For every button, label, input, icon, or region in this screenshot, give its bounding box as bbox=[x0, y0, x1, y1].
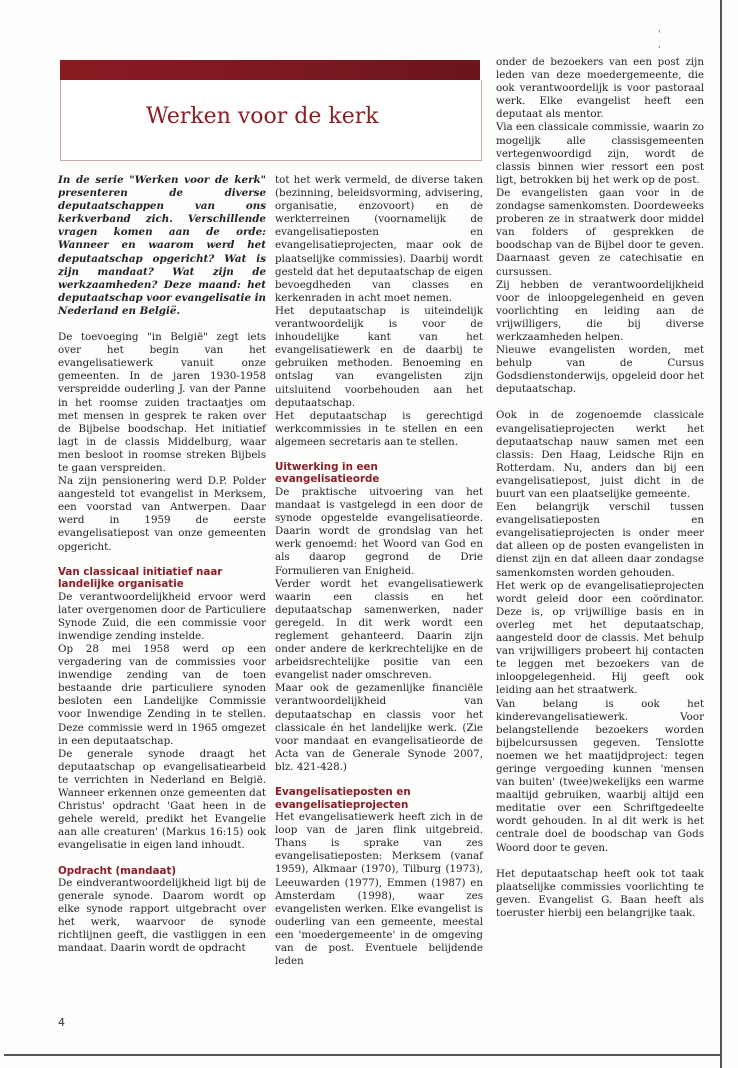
column-1 bbox=[58, 174, 266, 956]
page-edge-right bbox=[720, 0, 722, 1068]
paragraph: De evangelisten gaan voor in de zondagse samenkomsten. Doordeweeks proberen ze in straatwerk door middel van folders of gesprekken de boodschap van de Bijbel door te geven. Daarnaast geven ze catechisatie en cursussen. bbox=[496, 186, 704, 278]
paragraph: tot het werk vermeld, de diverse taken (bezinning, beleidsvorming, advisering, organisatie, enzovoort) en de werkterreinen (voornamelijk de evangelisatieposten en evangelisatieprojecten, maar ook de plaatselijke commissies). Daarbij wordt gesteld dat het deputaatschap de eigen bevoegdheden van classes en kerkenraden in acht moet nemen. bbox=[275, 174, 483, 304]
paragraph: De verantwoordelijkheid ervoor werd later overgenomen door de Particuliere Synode Zuid, die een commissie voor inwendige zending instelde. bbox=[58, 590, 266, 642]
title-banner bbox=[60, 60, 480, 80]
paragraph: De generale synode draagt het deputaatschap op evangelisatiearbeid te verrichten in Nederland en België. Wanneer erkennen onze gemeenten dat Christus' opdracht 'Gaat heen in de gehele wereld, predikt het Evangelie aan alle creaturen' (Markus 16:15) ook evangelisatie in eigen land inhoudt. bbox=[58, 747, 266, 852]
paragraph: Een belangrijk verschil tussen evangelisatieposten en evangelisatieprojecten is onder meer dat alleen op de posten evangelisten in dienst zijn en dat alleen daar zondagse samenkomsten worden gehouden. bbox=[496, 501, 704, 579]
page-number: 4 bbox=[58, 1016, 65, 1029]
paragraph: Van belang is ook het kinderevangelisatiewerk. Voor belangstellende bezoekers worden bijbelcursussen gegeven. Tenslotte noemen we het maatijdproject: tegen geringe vergoeding kunnen 'mensen van buiten' (twee)wekelijks een warme maaltijd gebruiken, waarbij altijd een meditatie over een Schriftgedeelte wordt gehouden. In al dit werk is het centrale doel de boodschap van Gods Woord door te geven. bbox=[496, 697, 704, 854]
column-2 bbox=[275, 174, 483, 968]
page-edge-bottom bbox=[4, 1054, 722, 1056]
paragraph: Na zijn pensionering werd D.P. Polder aangesteld tot evangelist in Merksem, een voorstad van Antwerpen. Daar werd in 1959 de eerste evangelisatiepost van onze gemeenten opgericht. bbox=[58, 475, 266, 553]
paragraph: De eindverantwoordelijkheid ligt bij de generale synode. Daarom wordt op elke synode rapport uitgebracht over het werk, waarvoor de synode richtlijnen geeft, die vastliggen in een mandaat. Daarin wordt de opdracht bbox=[58, 877, 266, 955]
paragraph: onder de bezoekers van een post zijn leden van deze moedergemeente, die ook verantwoordelijk is voor pastoraal werk. Elke evangelist heeft een deputaat als mentor. bbox=[496, 56, 704, 121]
section-heading: Uitwerking in een evangelisatieorde bbox=[275, 460, 380, 486]
paragraph: Het evangelisatiewerk heeft zich in de loop van de jaren flink uitgebreid. Thans is sprake van zes evangelisatieposten: Merksem (vanaf 1959), Alkmaar (1970), Tilburg (1973), Leeuwarden (1977), Emmen (1987) en Amsterdam (1998), waar zes evangelisten werken. Elke evangelist is ouderling van een gemeente, meestal een 'moedergemeente' in de omgeving van de post. Eventuele belijdende leden bbox=[275, 811, 483, 968]
paragraph: Op 28 mei 1958 werd op een vergadering van de commissies voor inwendige zending van de toen bestaande drie particuliere synoden besloten een Landelijke Commissie voor Inwendige Zending in te stellen. Deze commissie werd in 1965 omgezet in een deputaatschap. bbox=[58, 643, 266, 747]
paragraph: Nieuwe evangelisten worden, met behulp van de Cursus Godsdienstonderwijs, opgeleid door het deputaatschap. bbox=[496, 344, 704, 396]
paragraph: Het deputaatschap heeft ook tot taak plaatselijke commissies voorlichting te geven. Evangelist G. Baan heeft als toeruster hierbij een belangrijke taak. bbox=[496, 867, 704, 919]
column-3 bbox=[496, 56, 704, 920]
paragraph: Verder wordt het evangelisatiewerk waarin een classis en het deputaatschap samenwerken, nader geregeld. In dit werk wordt een reglement gehanteerd. Daarin zijn onder andere de kerkrechtelijke en de arbeidsrechtelijke positie van een evangelist nader omschreven. bbox=[275, 577, 483, 682]
paragraph: Ook in de zogenoemde classicale evangelisatieprojecten werkt het deputaatschap nauw samen met een classis: Den Haag, Leidsche Rijn en Rotterdam. Nu, anders dan bij een evangelisatiepost, juist dicht in de buurt van een plaatselijke gemeente. bbox=[496, 409, 704, 500]
paragraph: De praktische uitvoering van het mandaat is vastgelegd in een door de synode opgestelde evangelisatieorde. Daarin wordt de grondslag van het werk genoemd: het Woord van God en als daarop gegrond de Drie Formulieren van Enigheid. bbox=[275, 485, 483, 577]
paragraph: Het deputaatschap is gerechtigd werkcommissies in te stellen en een algemeen secretaris aan te stellen. bbox=[275, 409, 483, 448]
paragraph: Het werk op de evangelisatieprojecten wordt geleid door een coördinator. Deze is, op vrijwillige basis en in overleg met het deputaatschap, aangesteld door de classis. Met behulp van vrijwilligers probeert hij contacten te leggen met bezoekers van de inloopgelegenheid. Hij geeft ook leiding aan het straatwerk. bbox=[496, 579, 704, 697]
intro-paragraph: In de serie "Werken voor de kerk" presenteren de diverse deputaatschappen van ons kerkverband zich. Verschillende vragen komen aan de orde: Wanneer en waarom werd het deputaatschap opgericht? Wat is zijn mandaat? Wat zijn de werkzaamheden? Deze maand: het deputaatschap voor evangelisatie in Nederland en België. bbox=[58, 174, 266, 317]
paragraph: Via een classicale commissie, waarin zo mogelijk alle classisgemeenten vertegenwoordigd zijn, wordt de classis binnen wier ressort een post ligt, betrokken bij het werk op de post. bbox=[496, 121, 704, 186]
article-title: Werken voor de kerk bbox=[146, 104, 379, 129]
section-heading: Evangelisatieposten en evangelisatieprojecten bbox=[275, 786, 411, 811]
paragraph: Maar ook de gezamenlijke financiële verantwoordelijkheid van deputaatschap en classis voor het classicale én het landelijke werk. (Zie voor mandaat en evangelisatieorde de Acta van de Generale Synode 2007, blz. 421-428.) bbox=[275, 682, 483, 773]
paragraph: Zij hebben de verantwoordelijkheid voor de inloopgelegenheid en geven voorlichting en leiding aan de vrijwilligers, die bij diverse werkzaamheden helpen. bbox=[496, 278, 704, 343]
paragraph: De toevoeging "in België" zegt iets over het begin van het evangelisatiewerk vanuit onze gemeenten. In de jaren 1930-1958 verspreidde ouderling J. van der Panne in het roomse zuiden tractaatjes om met mensen in gesprek te raken over de Bijbelse boodschap. Het initiatief lagt in de classis Middelburg, waar men besloot in roomse streken Bijbels te gaan verspreiden. bbox=[58, 331, 266, 474]
paragraph: Het deputaatschap is uiteindelijk verantwoordelijk is voor de inhoudelijke kant van het evangelisatiewerk en de daarbij te gebruiken methoden. Benoeming en ontslag van evangelisten zijn uitsluitend voorbehouden aan het deputaatschap. bbox=[275, 304, 483, 409]
section-heading: Van classicaal initiatief naar landelijke organisatie bbox=[58, 565, 223, 591]
section-heading: Opdracht (mandaat) bbox=[58, 864, 177, 877]
corner-marks: ' , bbox=[658, 30, 691, 50]
